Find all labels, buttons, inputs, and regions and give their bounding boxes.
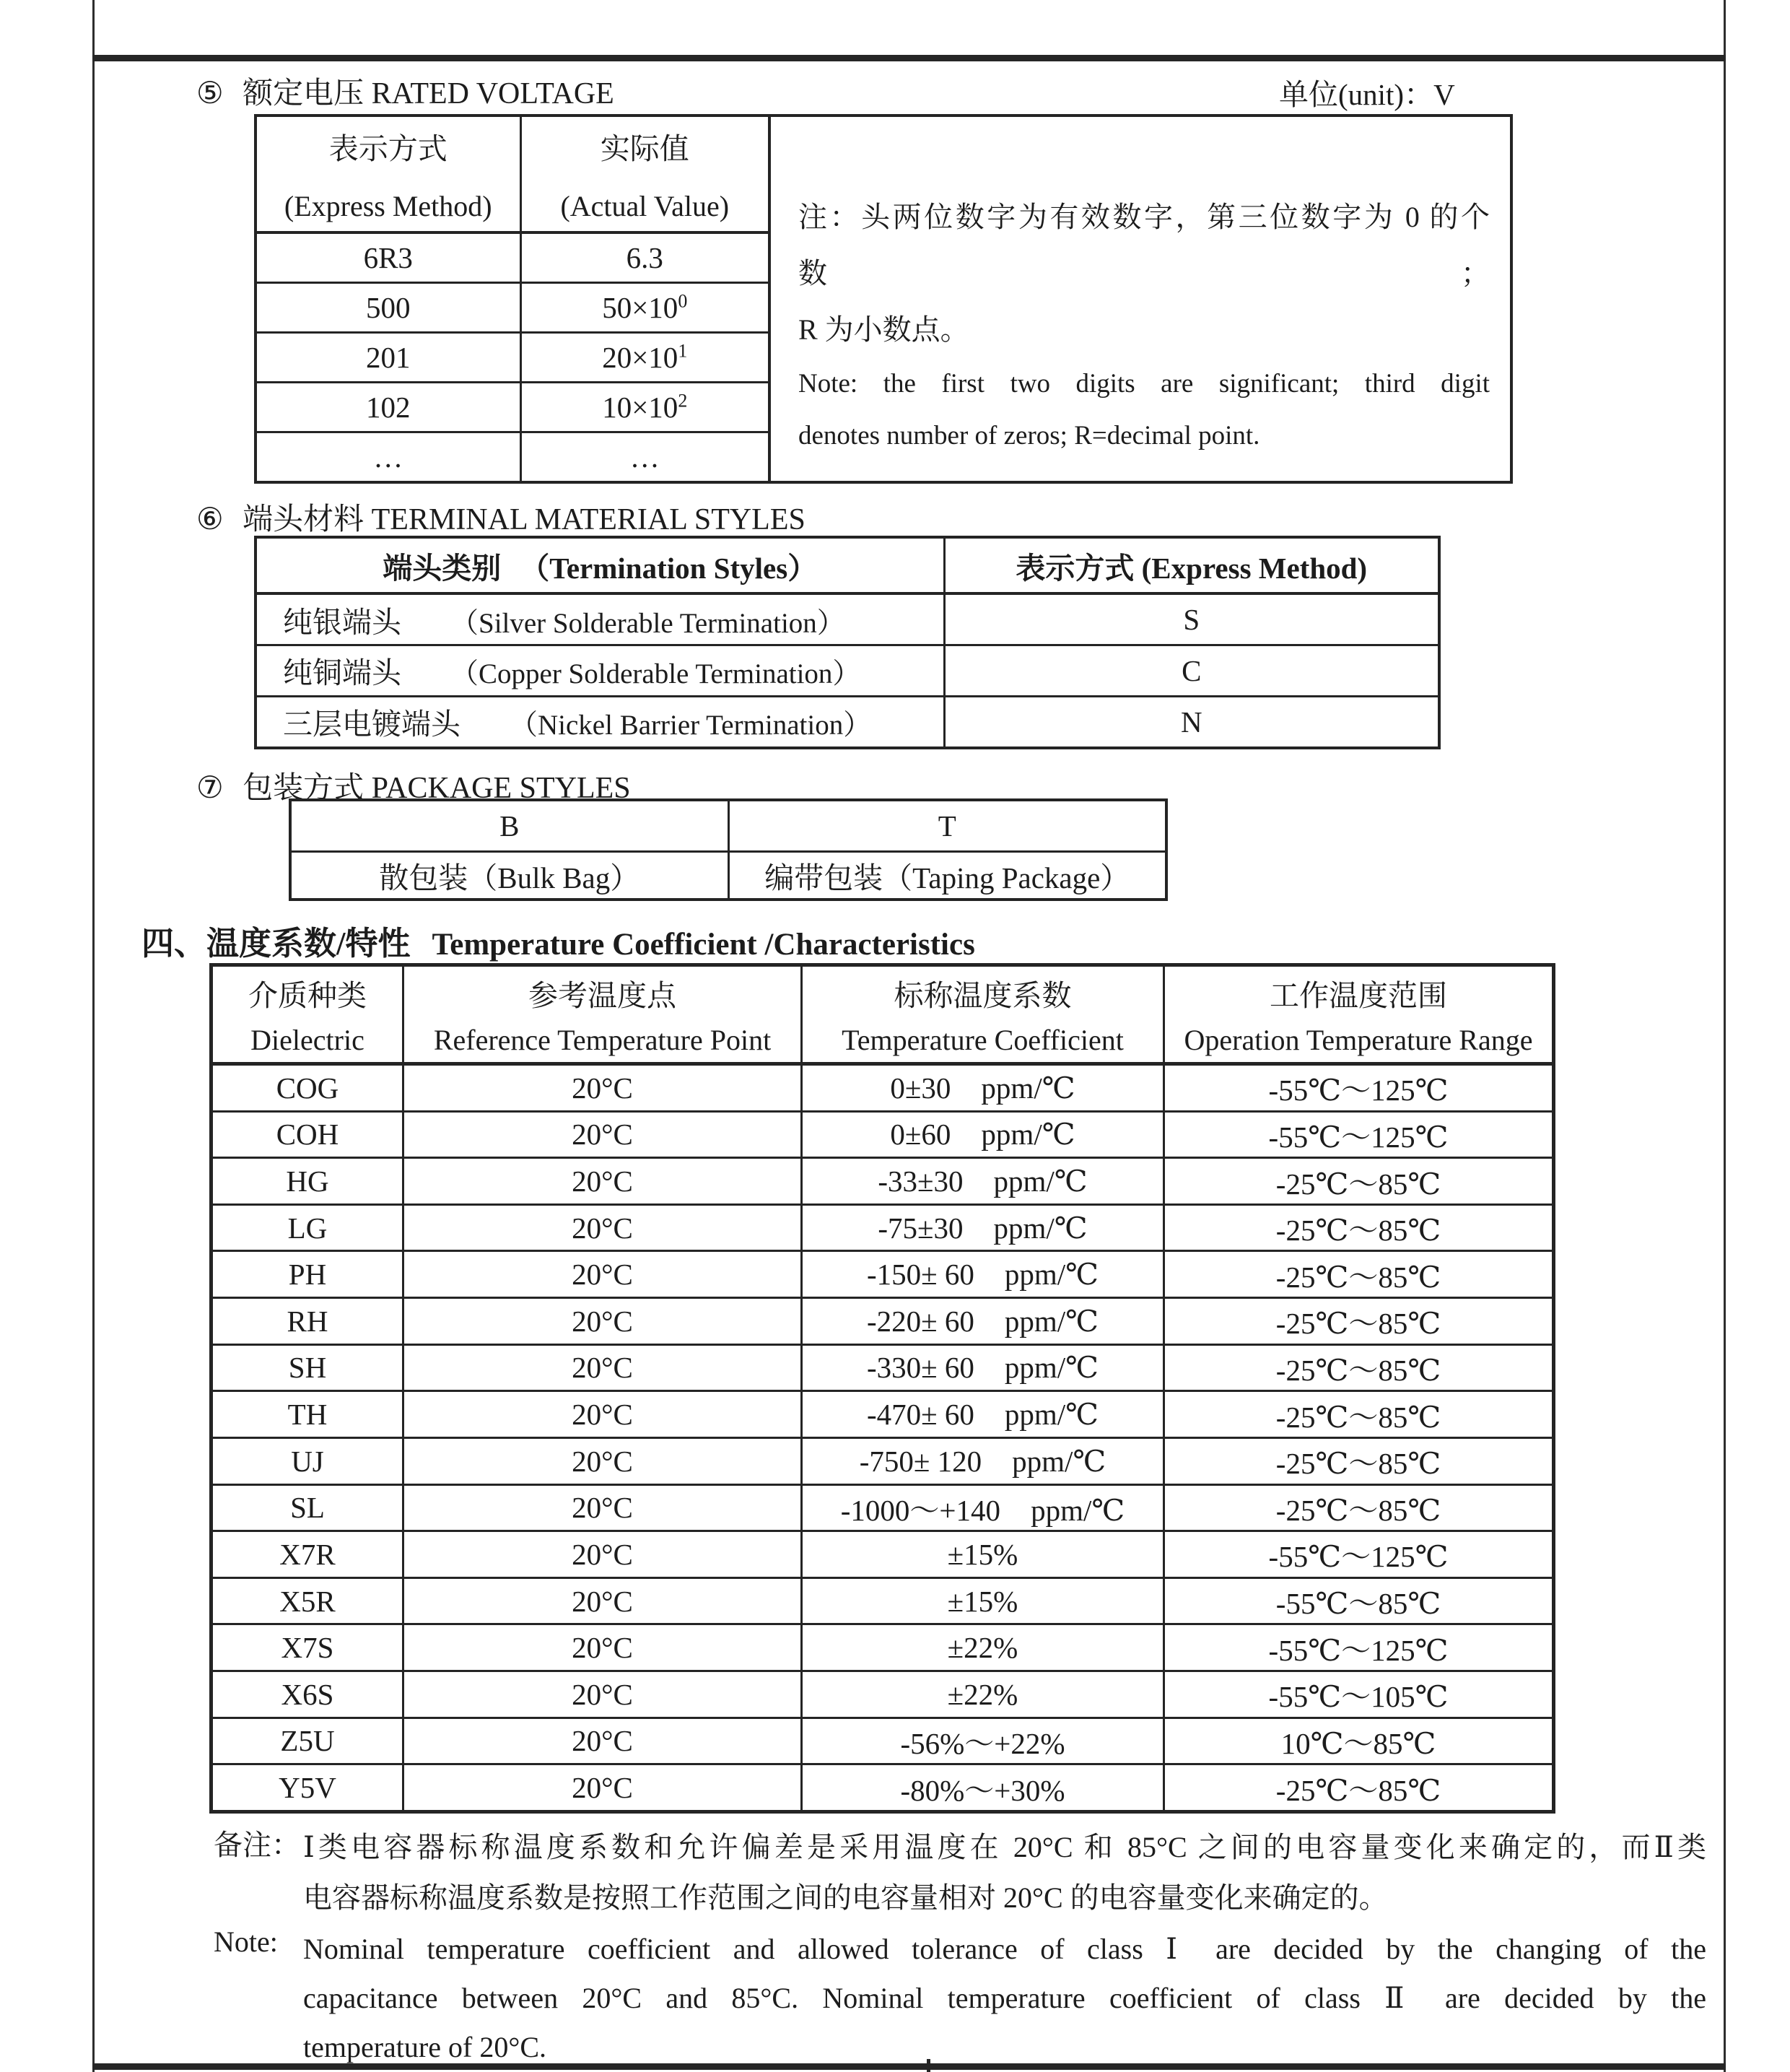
- tc-dielectric-cell: Z5U: [211, 1718, 403, 1764]
- tc-ref-cell: 20°C: [403, 1764, 802, 1812]
- tc-ref-cell: 20°C: [403, 1298, 802, 1345]
- pk-code-t-cell: T: [728, 800, 1166, 852]
- table-row: [211, 1484, 1554, 1531]
- tc-coeff-unit: ppm/℃: [1031, 1493, 1125, 1527]
- table-row: [256, 537, 1439, 593]
- table-row: [211, 1298, 1554, 1345]
- tm-name-en: （Copper Solderable Termination）: [450, 658, 861, 690]
- tc-ref-cell: 20°C: [403, 1391, 802, 1438]
- tc-range-cell: -25℃～85℃: [1164, 1437, 1554, 1484]
- tm-name-zh: 纯铜端头: [283, 656, 401, 690]
- table-row: [211, 1158, 1554, 1205]
- tc-ref-cell: 20°C: [403, 1577, 802, 1624]
- tc-coeff-value: 0±60: [890, 1118, 951, 1152]
- package-styles-table: [289, 798, 1168, 901]
- rv-header-express-zh: 表示方式: [328, 132, 448, 165]
- remark-note-en: [214, 1925, 1706, 2072]
- table-row: [211, 1437, 1554, 1484]
- tc-header-zh: 参考温度点: [528, 979, 676, 1012]
- section5-title: [196, 69, 614, 113]
- rv-express-cell: 6R3: [256, 232, 520, 283]
- temperature-coefficient-table: [209, 963, 1555, 1814]
- table-row: [211, 1064, 1554, 1112]
- tc-ref-cell: 20°C: [403, 1204, 802, 1251]
- table-row: [256, 382, 769, 432]
- section5-heading: 额定电压 RATED VOLTAGE: [243, 77, 614, 110]
- table-row: [256, 696, 1439, 748]
- rv-express-cell: 201: [256, 333, 520, 383]
- rv-note-zh-line1: 注：头两位数字为有效数字，第三位数字为 0 的个数；: [798, 201, 1490, 290]
- rv-actual-value: 6.3: [626, 241, 663, 275]
- tc-dielectric-cell: RH: [211, 1298, 403, 1345]
- table-row: [256, 116, 769, 232]
- rv-express-cell: …: [256, 432, 520, 482]
- circled-7-marker: ⑦: [196, 772, 224, 805]
- tc-ref-cell: 20°C: [403, 1344, 802, 1391]
- tm-code-cell: S: [944, 593, 1439, 645]
- tc-coeff-value: -1000～+140: [840, 1493, 1001, 1527]
- tm-code-cell: N: [944, 696, 1439, 748]
- rv-actual-cell: [520, 283, 769, 333]
- table-row: [211, 1577, 1554, 1624]
- tc-range-cell: -25℃～85℃: [1164, 1251, 1554, 1298]
- tc-title-zh: 温度系数/特性: [206, 926, 411, 962]
- terminal-material-table: [254, 536, 1441, 749]
- tm-name-cell: [256, 645, 944, 697]
- tc-range-cell: -25℃～85℃: [1164, 1204, 1554, 1251]
- rv-actual-value: 20×10: [602, 340, 678, 374]
- tc-range-cell: -25℃～85℃: [1164, 1391, 1554, 1438]
- tc-header-dielectric-cell: [211, 965, 403, 1064]
- tc-coeff-value: -56%～+22%: [900, 1726, 1065, 1760]
- section6-title: [196, 495, 806, 539]
- rv-header-express-cell: [256, 116, 520, 232]
- tc-coeff-unit: ppm/℃: [1004, 1304, 1099, 1338]
- tc-coeff-value: -470± 60: [866, 1398, 974, 1432]
- tc-coeff-cell: [802, 1764, 1164, 1812]
- rated-voltage-note-box: [768, 114, 1513, 484]
- rv-header-actual-cell: [520, 116, 769, 232]
- tc-coeff-cell: [802, 1391, 1164, 1438]
- tc-ref-cell: 20°C: [403, 1437, 802, 1484]
- tc-header-en: Operation Temperature Range: [1184, 1024, 1533, 1056]
- tc-ref-cell: 20°C: [403, 1111, 802, 1158]
- tc-coeff-unit: ppm/℃: [1004, 1398, 1099, 1432]
- tc-coeff-cell: [802, 1718, 1164, 1764]
- top-rule: [92, 55, 1726, 61]
- tc-coeff-cell: [802, 1671, 1164, 1718]
- tc-range-cell: -55℃～125℃: [1164, 1111, 1554, 1158]
- tc-coeff-value: 0±30: [890, 1071, 951, 1105]
- table-row: [211, 1204, 1554, 1251]
- tm-name-cell: [256, 593, 944, 645]
- tc-ref-cell: 20°C: [403, 1718, 802, 1764]
- tc-coeff-cell: [802, 1531, 1164, 1578]
- tm-header-style-zh: 端头类别: [383, 551, 502, 585]
- rv-header-actual-en: (Actual Value): [560, 190, 730, 222]
- tm-header-style-cell: [256, 537, 944, 593]
- tm-header-style-en: （Termination Styles）: [520, 551, 818, 585]
- tm-header-code-cell: 表示方式 (Express Method): [944, 537, 1439, 593]
- pk-desc-taping-cell: 编带包装（Taping Package）: [728, 852, 1166, 900]
- table-row: [211, 1718, 1554, 1764]
- rv-note-en-line1: Note: the first two digits are significant; third digit: [798, 369, 1490, 399]
- section4-title: [141, 917, 975, 964]
- tc-coeff-cell: [802, 1344, 1164, 1391]
- tc-coeff-unit: ppm/℃: [993, 1165, 1088, 1198]
- tc-coeff-value: ±22%: [947, 1631, 1018, 1665]
- rv-actual-value: 10×10: [602, 390, 678, 424]
- pk-code-b-cell: B: [290, 800, 728, 852]
- rv-note-en-line2: denotes number of zeros; R=decimal point.: [798, 421, 1260, 450]
- table-row: [211, 1531, 1554, 1578]
- tc-range-cell: -25℃～85℃: [1164, 1344, 1554, 1391]
- unit-label: 单位(unit)：V: [1279, 78, 1455, 111]
- tc-header-reference-cell: [403, 965, 802, 1064]
- rv-actual-cell: [520, 432, 769, 482]
- rv-actual-cell: [520, 382, 769, 432]
- tm-name-en: （Silver Solderable Termination）: [450, 607, 845, 639]
- tc-coeff-value: -220± 60: [866, 1304, 974, 1338]
- tc-dielectric-cell: COH: [211, 1111, 403, 1158]
- tc-range-cell: -25℃～85℃: [1164, 1484, 1554, 1531]
- rv-actual-exponent: 1: [678, 340, 688, 362]
- tc-header-range-cell: [1164, 965, 1554, 1064]
- note-line: Nominal temperature coefficient and allowed tolerance of class Ⅰ are decided by the changing of the: [303, 1933, 1706, 1965]
- tc-header-zh: 工作温度范围: [1270, 979, 1447, 1012]
- tc-coeff-value: -80%～+30%: [900, 1773, 1065, 1807]
- tc-coeff-value: -75±30: [878, 1211, 964, 1245]
- table-row: [256, 432, 769, 482]
- table-row: [211, 1391, 1554, 1438]
- tc-ref-cell: 20°C: [403, 1158, 802, 1205]
- rv-actual-cell: [520, 232, 769, 283]
- remark-label: 备注：: [214, 1829, 300, 1861]
- tm-name-en: （Nickel Barrier Termination）: [510, 710, 872, 741]
- tc-coeff-cell: [802, 1577, 1164, 1624]
- note-line: temperature of 20°C.: [303, 2031, 546, 2063]
- rv-actual-exponent: 2: [678, 390, 688, 412]
- tc-coeff-value: -33±30: [878, 1165, 964, 1198]
- rv-header-express-en: (Express Method): [284, 190, 492, 222]
- table-row: [211, 1111, 1554, 1158]
- tc-dielectric-cell: X7S: [211, 1624, 403, 1671]
- tc-coeff-unit: ppm/℃: [1004, 1351, 1099, 1385]
- table-row: [290, 800, 1166, 852]
- tc-header-en: Dielectric: [250, 1024, 364, 1056]
- tc-section-number: 四、: [141, 926, 207, 962]
- tc-range-cell: -25℃～85℃: [1164, 1764, 1554, 1812]
- tc-title-en: Temperature Coefficient /Characteristics: [432, 928, 975, 962]
- table-row: [211, 965, 1554, 1064]
- page-border-right: [1724, 0, 1726, 2072]
- rv-note-zh-line2: R 为小数点。: [798, 313, 969, 346]
- tc-coeff-value: -750± 120: [859, 1444, 982, 1478]
- table-row: [211, 1764, 1554, 1812]
- note-label: Note:: [214, 1925, 278, 1958]
- tc-ref-cell: 20°C: [403, 1531, 802, 1578]
- tc-coeff-unit: ppm/℃: [981, 1071, 1075, 1105]
- tc-coeff-unit: ppm/℃: [981, 1118, 1075, 1152]
- tc-coeff-value: -150± 60: [866, 1258, 974, 1292]
- tm-name-zh: 纯银端头: [283, 605, 401, 639]
- tc-header-zh: 标称温度系数: [894, 979, 1072, 1012]
- tc-dielectric-cell: UJ: [211, 1437, 403, 1484]
- table-row: [256, 232, 769, 283]
- rv-header-actual-zh: 实际值: [600, 132, 689, 165]
- tc-range-cell: -25℃～85℃: [1164, 1158, 1554, 1205]
- tc-ref-cell: 20°C: [403, 1064, 802, 1112]
- tc-dielectric-cell: X7R: [211, 1531, 403, 1578]
- circled-6-marker: ⑥: [196, 503, 224, 536]
- tc-dielectric-cell: X5R: [211, 1577, 403, 1624]
- tc-dielectric-cell: SH: [211, 1344, 403, 1391]
- tc-range-cell: 10℃～85℃: [1164, 1718, 1554, 1764]
- rv-actual-value: …: [629, 440, 660, 474]
- tc-dielectric-cell: HG: [211, 1158, 403, 1205]
- tc-dielectric-cell: TH: [211, 1391, 403, 1438]
- tc-ref-cell: 20°C: [403, 1251, 802, 1298]
- remark-note-zh: [214, 1822, 1706, 1923]
- tc-coeff-value: ±15%: [947, 1584, 1018, 1618]
- tc-range-cell: -55℃～125℃: [1164, 1064, 1554, 1112]
- table-row: [211, 1671, 1554, 1718]
- tc-range-cell: -55℃～105℃: [1164, 1671, 1554, 1718]
- table-row: [290, 852, 1166, 900]
- tc-range-cell: -25℃～85℃: [1164, 1298, 1554, 1345]
- tc-header-en: Reference Temperature Point: [433, 1024, 772, 1056]
- rv-actual-exponent: 0: [678, 290, 688, 312]
- section7-heading: 包装方式 PACKAGE STYLES: [243, 772, 631, 805]
- tc-coeff-value: -330± 60: [866, 1351, 974, 1385]
- table-row: [211, 1344, 1554, 1391]
- tc-coeff-cell: [802, 1484, 1164, 1531]
- tc-range-cell: -55℃～85℃: [1164, 1577, 1554, 1624]
- tc-coeff-cell: [802, 1298, 1164, 1345]
- table-row: [256, 333, 769, 383]
- tc-coeff-value: ±15%: [947, 1537, 1018, 1571]
- table-row: [256, 593, 1439, 645]
- tc-coeff-cell: [802, 1158, 1164, 1205]
- tc-coeff-unit: ppm/℃: [1004, 1258, 1099, 1292]
- tc-coeff-cell: [802, 1624, 1164, 1671]
- tc-ref-cell: 20°C: [403, 1671, 802, 1718]
- tm-code-cell: C: [944, 645, 1439, 697]
- tc-header-zh: 介质种类: [248, 979, 367, 1012]
- tc-header-coefficient-cell: [802, 965, 1164, 1064]
- tc-coeff-cell: [802, 1064, 1164, 1112]
- tc-coeff-cell: [802, 1111, 1164, 1158]
- note-line: capacitance between 20°C and 85°C. Nominal temperature coefficient of class Ⅱ are decided by the: [303, 1982, 1706, 2014]
- tc-range-cell: -55℃～125℃: [1164, 1624, 1554, 1671]
- table-row: [211, 1624, 1554, 1671]
- table-row: [256, 283, 769, 333]
- rated-voltage-table: [254, 114, 771, 484]
- table-row: [211, 1251, 1554, 1298]
- tc-header-en: Temperature Coefficient: [842, 1024, 1124, 1056]
- pk-desc-bulk-cell: 散包装（Bulk Bag）: [290, 852, 728, 900]
- tc-range-cell: -55℃～125℃: [1164, 1531, 1554, 1578]
- rated-voltage-block: [254, 114, 1513, 484]
- tc-ref-cell: 20°C: [403, 1624, 802, 1671]
- remark-line: 电容器标称温度系数是按照工作范围之间的电容量相对 20°C 的电容量变化来确定的。: [303, 1881, 1388, 1914]
- tc-dielectric-cell: PH: [211, 1251, 403, 1298]
- tc-dielectric-cell: SL: [211, 1484, 403, 1531]
- rv-express-cell: 102: [256, 382, 520, 432]
- tc-coeff-unit: ppm/℃: [993, 1211, 1088, 1245]
- tc-coeff-cell: [802, 1204, 1164, 1251]
- note-lines: [303, 1925, 1706, 2072]
- tc-coeff-cell: [802, 1251, 1164, 1298]
- rv-express-cell: 500: [256, 283, 520, 333]
- tc-coeff-value: ±22%: [947, 1677, 1018, 1711]
- rv-actual-cell: [520, 333, 769, 383]
- remark-lines: [303, 1822, 1706, 1923]
- tc-dielectric-cell: X6S: [211, 1671, 403, 1718]
- tc-dielectric-cell: Y5V: [211, 1764, 403, 1812]
- tc-dielectric-cell: COG: [211, 1064, 403, 1112]
- remark-line: Ⅰ类电容器标称温度系数和允许偏差是采用温度在 20°C 和 85°C 之间的电容量变化来确定的，而Ⅱ类: [303, 1831, 1706, 1863]
- rv-actual-value: 50×10: [602, 291, 678, 325]
- table-row: [256, 645, 1439, 697]
- tc-dielectric-cell: LG: [211, 1204, 403, 1251]
- circled-5-marker: ⑤: [196, 77, 224, 110]
- tm-name-cell: [256, 696, 944, 748]
- page-border-left: [92, 0, 95, 2072]
- tc-coeff-cell: [802, 1437, 1164, 1484]
- tc-coeff-unit: ppm/℃: [1012, 1444, 1106, 1478]
- tm-name-zh: 三层电镀端头: [283, 708, 460, 741]
- section6-heading: 端头材料 TERMINAL MATERIAL STYLES: [243, 503, 806, 536]
- tc-ref-cell: 20°C: [403, 1484, 802, 1531]
